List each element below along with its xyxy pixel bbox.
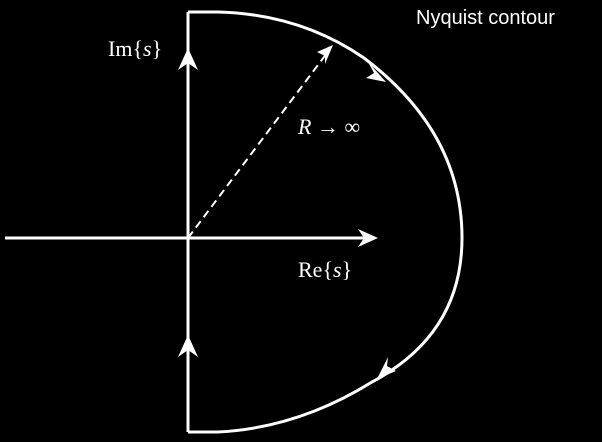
contour-arc — [188, 12, 462, 432]
imaginary-axis-label: Im{s} — [108, 36, 163, 61]
radius-label: R → ∞ — [298, 114, 361, 139]
radius-vector-arrowhead — [317, 45, 333, 64]
radius-vector-dashed — [188, 49, 330, 238]
real-axis-label: Re{s} — [298, 257, 353, 282]
contour-title: Nyquist contour — [416, 7, 555, 29]
